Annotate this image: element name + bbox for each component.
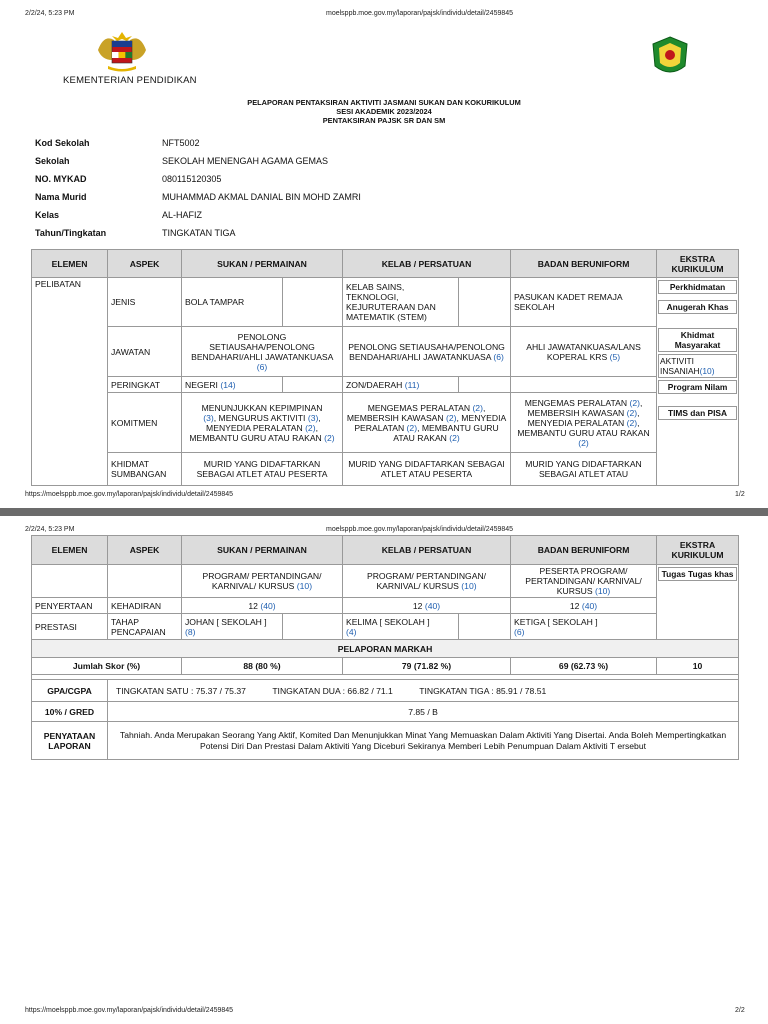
col-elemen: ELEMEN (32, 536, 108, 565)
elemen-pelibatan: PELIBATAN (32, 278, 108, 486)
khidmat-badan: MURID YANG DIDAFTARKAN SEBAGAI ATLET ATAU (511, 453, 657, 486)
prestasi-sukan: JOHAN [ SEKOLAH ] (8) (182, 614, 283, 640)
ekstra-item: Perkhidmatan (658, 280, 737, 294)
report-title: PELAPORAN PENTAKSIRAN AKTIVITI JASMANI SUKAN DAN KOKURIKULUM SESI AKADEMIK 2023/2024 PENTAKSIRAN PAJSK SR DAN SM (247, 98, 521, 125)
gpa-label: GPA/CGPA (32, 680, 108, 702)
footer-url: https://moelsppb.moe.gov.my/laporan/pajsk/individu/detail/2459845 (25, 1007, 234, 1014)
footer-url: https://moelsppb.moe.gov.my/laporan/pajsk/individu/detail/2459845 (25, 491, 234, 498)
col-aspek: ASPEK (108, 536, 182, 565)
col-ekstra: EKSTRA KURIKULUM (657, 536, 739, 565)
ekstra-item: TIMS dan PISA (658, 406, 737, 420)
malaysia-coat-of-arms-icon (96, 30, 148, 74)
report-page-2 (0, 516, 768, 1024)
ekstra-item: Khidmat Masyarakat (658, 328, 737, 352)
kehadiran-kelab: 12 (40) (343, 598, 511, 614)
komitmen-badan: MENGEMAS PERALATAN (2), MEMBERSIH KAWASAN (2), MENYEDIA PERALATAN (2), MEMBANTU GURU ATAU RAKAN (2) (511, 393, 657, 453)
col-sukan: SUKAN / PERMAINAN (182, 250, 343, 278)
komitmen-kelab: MENGEMAS PERALATAN (2), MEMBERSIH KAWASAN (2), MENYEDIA PERALATAN (2), MEMBANTU GURU ATAU RAKAN (2) (343, 393, 511, 453)
jawatan-badan: AHLI JAWATANKUASA/LANS KOPERAL KRS (5) (511, 327, 657, 377)
jumlah-skor-kelab: 79 (71.82 %) (343, 658, 511, 675)
khidmat-kelab: MURID YANG DIDAFTARKAN SEBAGAI ATLET ATAU PESERTA (343, 453, 511, 486)
col-badan: BADAN BERUNIFORM (511, 536, 657, 565)
kehadiran-sukan: 12 (40) (182, 598, 343, 614)
jumlah-skor-sukan: 88 (80 %) (182, 658, 343, 675)
gred-value: 7.85 / B (108, 702, 739, 722)
ekstra-list (657, 278, 739, 486)
jenis-kelab: KELAB SAINS, TEKNOLOGI, KEJURUTERAAN DAN MATEMATIK (STEM) (343, 278, 459, 327)
report-page-1: 2/2/24, 5:23 PM moelsppb.moe.gov.my/laporan/pajsk/individu/detail/2459845 KEMENTERIAN PENDIDIKAN PELAPORAN PENTAKSIRAN AKTIVITI JASMANI SUKAN DAN KOKURIKULUM SESI AKADEMIK 2023/2024 PENTAKSIRAN PAJSK SR DAN SM Kod Sekolah NFT5002 Sekolah SEKOLAH MENENGAH AGAMA GEMAS NO. MYKAD 080115120305 Nama Murid MUHAMMAD AKMAL DANIAL BIN MOHD ZAMRI Kelas AL-HAFIZ Tahun/Tingkatan TINGKATAN TIGA ELEMEN ASPEK SUKAN / PERMAINAN KELAB / PERSATUAN BADAN BERUNIFORM EKSTRA KURIKULUM PELIBATAN JENIS BOLA TAMPAR KELAB SAINS, TEKNOLOGI, KEJURUTERAAN DAN MATEMATIK (STEM) PASUKAN KADET REMAJA SEKOLAH Perkhidmatan Anugerah Khas Khidmat Masyarakat AKTIVITI INSANIAH(10) Program Nilam TIMS dan PISA JAWATAN PENOLONG SETIAUSAHA/PENOLONG BENDAHARI/AHLI JAWATANKUASA (6) PENOLONG SETIAUSAHA/PENOLONG BENDAHARI/AHLI JAWATANKUASA (6) AHLI JAWATANKUASA/LANS KOPERAL KRS (5) PERINGKAT NEGERI (14) ZON/DAERAH (11) KOMITMEN MENUNJUKKAN KEPIMPINAN (3), MENGURUS AKTIVITI (3), MENYEDIA PERALATAN (2), MEMBANTU GURU ATAU RAKAN (2) MENGEMAS PERALATAN (2), MEMBERSIH KAWASAN (2), MENYEDIA PERALATAN (2), MEMBANTU GURU ATAU RAKAN (2) MENGEMAS PERALATAN (2), MEMBERSIH KAWASAN (2), MENYEDIA PERALATAN (2), MEMBANTU GURU ATAU RAKAN (2) KHIDMAT SUMBANGAN MURID YANG DIDAFTARKAN SEBAGAI ATLET ATAU PESERTA MURID YANG DIDAFTARKAN SEBAGAI ATLET ATAU PESERTA MURID YANG DIDAFTARKAN SEBAGAI ATLET ATAU https://moelsppb.moe.gov.my/laporan/pajsk/individu/detail/2459845 1/2 (0, 0, 768, 508)
khidmat-kelab-cont: PROGRAM/ PERTANDINGAN/ KARNIVAL/ KURSUS (10) (343, 565, 511, 598)
jenis-sukan: BOLA TAMPAR (182, 278, 283, 327)
peringkat-kelab: ZON/DAERAH (11) (343, 377, 459, 393)
aspek-kehadiran: KEHADIRAN (108, 598, 182, 614)
assessment-table-page1 (31, 249, 739, 486)
khidmat-sukan: MURID YANG DIDAFTARKAN SEBAGAI ATLET ATAU PESERTA (182, 453, 343, 486)
aspek-khidmat: KHIDMAT SUMBANGAN (108, 453, 182, 486)
aspek-jenis: JENIS (108, 278, 182, 327)
komitmen-sukan: MENUNJUKKAN KEPIMPINAN (3), MENGURUS AKTIVITI (3), MENYEDIA PERALATAN (2), MEMBANTU GURU ATAU RAKAN (2) (182, 393, 343, 453)
ekstra-item: AKTIVITI INSANIAH(10) (658, 354, 737, 378)
peringkat-sukan: NEGERI (14) (182, 377, 283, 393)
page-number: 1/2 (735, 491, 745, 498)
print-datetime: 2/2/24, 5:23 PM (25, 10, 75, 17)
col-elemen: ELEMEN (32, 250, 108, 278)
khidmat-badan-cont: PESERTA PROGRAM/ PERTANDINGAN/ KARNIVAL/ KURSUS (10) (511, 565, 657, 598)
aspek-komitmen: KOMITMEN (108, 393, 182, 453)
kehadiran-badan: 12 (40) (511, 598, 657, 614)
state-seal-icon (651, 36, 689, 78)
jumlah-skor-label: Jumlah Skor (%) (32, 658, 182, 675)
print-url: moelsppb.moe.gov.my/laporan/pajsk/individu/detail/2459845 (326, 526, 514, 533)
ekstra-item: Tugas Tugas khas (658, 567, 737, 581)
col-sukan: SUKAN / PERMAINAN (182, 536, 343, 565)
penyataan-text: Tahniah. Anda Merupakan Seorang Yang Aktif, Komited Dan Menunjukkan Minat Yang Memuaskan Dalam Aktiviti Yang Disertai. Anda Boleh Mempertingkatkan Potensi Diri Dan Prestasi Dalam Aktiviti Yang Diceburi Sekiranya Memberi Lebih Penumpuan Dalam Aktiviti T ersebut (108, 722, 739, 760)
prestasi-badan: KETIGA [ SEKOLAH ] (6) (511, 614, 657, 640)
ekstra-item: Anugerah Khas (658, 300, 737, 314)
jumlah-skor-ekstra: 10 (657, 658, 739, 675)
jenis-badan: PASUKAN KADET REMAJA SEKOLAH (511, 278, 657, 327)
print-datetime: 2/2/24, 5:23 PM (25, 526, 75, 533)
gred-label: 10% / GRED (32, 702, 108, 722)
print-url: moelsppb.moe.gov.my/laporan/pajsk/individu/detail/2459845 (326, 10, 514, 17)
ekstra-item: Program Nilam (658, 380, 737, 394)
elemen-penyertaan: PENYERTAAN (32, 598, 108, 614)
col-aspek: ASPEK (108, 250, 182, 278)
col-ekstra: EKSTRA KURIKULUM (657, 250, 739, 278)
gpa-values: TINGKATAN SATU : 75.37 / 75.37 TINGKATAN DUA : 66.82 / 71.1 TINGKATAN TIGA : 85.91 / 78.51 (108, 680, 739, 702)
page-number: 2/2 (735, 1007, 745, 1014)
jumlah-skor-badan: 69 (62.73 %) (511, 658, 657, 675)
jawatan-kelab: PENOLONG SETIAUSAHA/PENOLONG BENDAHARI/AHLI JAWATANKUASA (6) (343, 327, 511, 377)
prestasi-kelab: KELIMA [ SEKOLAH ] (4) (343, 614, 459, 640)
aspek-jawatan: JAWATAN (108, 327, 182, 377)
elemen-prestasi: PRESTASI (32, 614, 108, 640)
ministry-name: KEMENTERIAN PENDIDIKAN (63, 75, 197, 86)
col-badan: BADAN BERUNIFORM (511, 250, 657, 278)
pelaporan-markah-heading: PELAPORAN MARKAH (32, 640, 739, 658)
col-kelab: KELAB / PERSATUAN (343, 536, 511, 565)
ekstra-list-cont (657, 565, 739, 640)
jawatan-sukan: PENOLONG SETIAUSAHA/PENOLONG BENDAHARI/AHLI JAWATANKUASA (6) (182, 327, 343, 377)
assessment-table-page2 (31, 535, 739, 760)
penyataan-label: PENYATAAN LAPORAN (32, 722, 108, 760)
col-kelab: KELAB / PERSATUAN (343, 250, 511, 278)
aspek-tahap: TAHAP PENCAPAIAN (108, 614, 182, 640)
khidmat-sukan-cont: PROGRAM/ PERTANDINGAN/ KARNIVAL/ KURSUS (10) (182, 565, 343, 598)
aspek-peringkat: PERINGKAT (108, 377, 182, 393)
